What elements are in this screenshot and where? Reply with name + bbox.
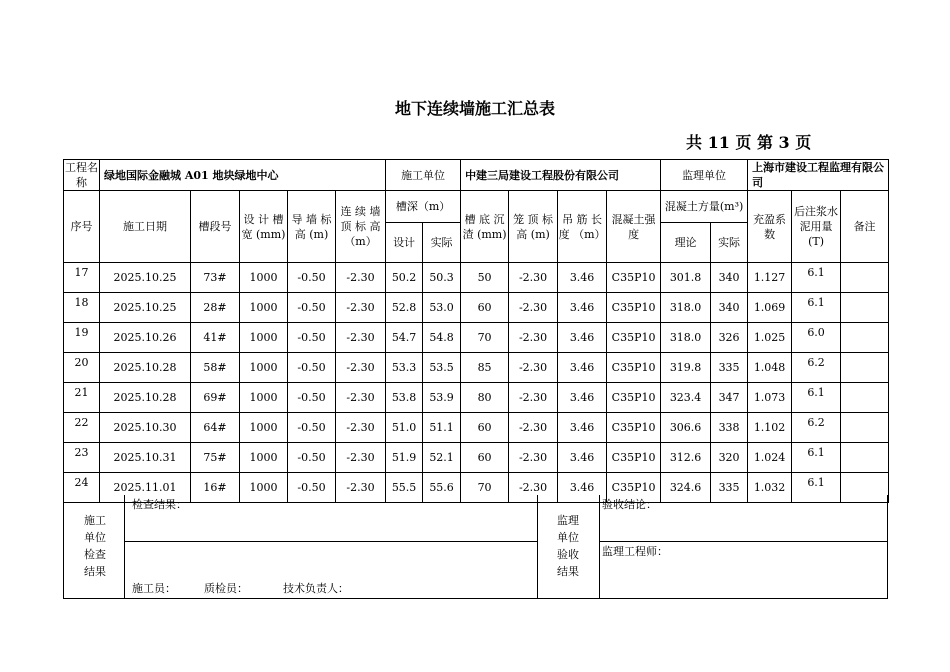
col-depth-actual: 实际 <box>423 223 461 263</box>
width-cell: 1000 <box>240 383 288 413</box>
strength-cell: C35P10 <box>607 383 661 413</box>
strength-cell: C35P10 <box>607 473 661 503</box>
seq-cell: 23 <box>64 443 100 473</box>
grout-cell: 6.1 <box>792 293 841 323</box>
cage-top-cell: -2.30 <box>509 443 558 473</box>
depth-actual-cell: 51.1 <box>423 413 461 443</box>
grout-cell: 6.2 <box>792 413 841 443</box>
project-value: 绿地国际金融城 A01 地块绿地中心 <box>100 160 386 191</box>
grout-cell: 6.1 <box>792 473 841 503</box>
strength-cell: C35P10 <box>607 413 661 443</box>
wall-top-cell: -2.30 <box>336 323 386 353</box>
segment-cell: 58# <box>191 353 240 383</box>
grout-cell: 6.1 <box>792 443 841 473</box>
width-cell: 1000 <box>240 263 288 293</box>
cage-top-cell: -2.30 <box>509 473 558 503</box>
construction-summary-table <box>63 159 889 503</box>
sediment-cell: 70 <box>461 473 509 503</box>
strength-cell: C35P10 <box>607 353 661 383</box>
cage-top-cell: -2.30 <box>509 323 558 353</box>
seq-cell: 18 <box>64 293 100 323</box>
col-vol-theory: 理论 <box>661 223 711 263</box>
vol-actual-cell: 347 <box>711 383 748 413</box>
depth-actual-cell: 53.0 <box>423 293 461 323</box>
col-depth-design: 设计 <box>386 223 423 263</box>
col-segment: 槽段号 <box>191 191 240 263</box>
bar-length-cell: 3.46 <box>558 443 607 473</box>
sediment-cell: 60 <box>461 413 509 443</box>
sediment-cell: 60 <box>461 293 509 323</box>
table-row <box>64 353 889 383</box>
col-bar-length: 吊 筋 长 度 （m） <box>558 191 607 263</box>
col-depth: 槽深（m） <box>386 191 461 223</box>
fill-coef-cell: 1.048 <box>748 353 792 383</box>
remark-cell <box>841 353 889 383</box>
width-cell: 1000 <box>240 443 288 473</box>
vol-theory-cell: 323.4 <box>661 383 711 413</box>
fill-coef-cell: 1.073 <box>748 383 792 413</box>
grout-cell: 6.1 <box>792 263 841 293</box>
engineer-label: 监理工程师： <box>602 545 668 558</box>
col-guide-wall: 导 墙 标 高 (m) <box>288 191 336 263</box>
wall-top-cell: -2.30 <box>336 473 386 503</box>
depth-actual-cell: 50.3 <box>423 263 461 293</box>
sediment-cell: 85 <box>461 353 509 383</box>
guide-wall-cell: -0.50 <box>288 443 336 473</box>
seq-cell: 24 <box>64 473 100 503</box>
contractor-value: 中建三局建设工程股份有限公司 <box>461 160 661 191</box>
cage-top-cell: -2.30 <box>509 413 558 443</box>
bar-length-cell: 3.46 <box>558 263 607 293</box>
remark-cell <box>841 383 889 413</box>
col-seq: 序号 <box>64 191 100 263</box>
vol-actual-cell: 340 <box>711 263 748 293</box>
col-remark: 备注 <box>841 191 889 263</box>
date-cell: 2025.10.28 <box>100 353 191 383</box>
date-cell: 2025.10.30 <box>100 413 191 443</box>
remark-cell <box>841 323 889 353</box>
cage-top-cell: -2.30 <box>509 353 558 383</box>
wall-top-cell: -2.30 <box>336 353 386 383</box>
page-info: 共 11 页 第 3 页 <box>686 133 812 152</box>
vol-actual-cell: 335 <box>711 353 748 383</box>
table-row <box>64 443 889 473</box>
document-title: 地下连续墙施工汇总表 <box>394 99 555 118</box>
vol-theory-cell: 319.8 <box>661 353 711 383</box>
depth-actual-cell: 53.9 <box>423 383 461 413</box>
data-rows <box>64 263 889 503</box>
col-sediment: 槽 底 沉 渣 (mm) <box>461 191 509 263</box>
vol-actual-cell: 340 <box>711 293 748 323</box>
grout-cell: 6.1 <box>792 383 841 413</box>
remark-cell <box>841 263 889 293</box>
sediment-cell: 70 <box>461 323 509 353</box>
vol-theory-cell: 312.6 <box>661 443 711 473</box>
strength-cell: C35P10 <box>607 323 661 353</box>
bar-length-cell: 3.46 <box>558 293 607 323</box>
bar-length-cell: 3.46 <box>558 383 607 413</box>
cage-top-cell: -2.30 <box>509 263 558 293</box>
bar-length-cell: 3.46 <box>558 323 607 353</box>
col-grout: 后注浆水泥用量(T) <box>792 191 841 263</box>
vol-theory-cell: 318.0 <box>661 323 711 353</box>
guide-wall-cell: -0.50 <box>288 293 336 323</box>
remark-cell <box>841 443 889 473</box>
project-info-row <box>64 160 889 191</box>
depth-actual-cell: 55.6 <box>423 473 461 503</box>
seq-cell: 22 <box>64 413 100 443</box>
contractor-label: 施工单位 <box>386 160 461 191</box>
sediment-cell: 80 <box>461 383 509 413</box>
table-row <box>64 383 889 413</box>
width-cell: 1000 <box>240 413 288 443</box>
guide-wall-cell: -0.50 <box>288 473 336 503</box>
column-header-row <box>64 191 889 223</box>
depth-design-cell: 51.0 <box>386 413 423 443</box>
bar-length-cell: 3.46 <box>558 353 607 383</box>
bar-length-cell: 3.46 <box>558 473 607 503</box>
col-cage-top: 笼 顶 标 高 (m) <box>509 191 558 263</box>
depth-design-cell: 53.3 <box>386 353 423 383</box>
col-wall-top: 连 续 墙 顶 标 高 （m） <box>336 191 386 263</box>
vol-actual-cell: 335 <box>711 473 748 503</box>
seq-cell: 17 <box>64 263 100 293</box>
col-vol-actual: 实际 <box>711 223 748 263</box>
depth-design-cell: 53.8 <box>386 383 423 413</box>
table-row <box>64 323 889 353</box>
strength-cell: C35P10 <box>607 263 661 293</box>
date-cell: 2025.10.25 <box>100 293 191 323</box>
inspection-footer <box>63 495 888 599</box>
guide-wall-cell: -0.50 <box>288 413 336 443</box>
depth-actual-cell: 54.8 <box>423 323 461 353</box>
width-cell: 1000 <box>240 293 288 323</box>
cage-top-cell: -2.30 <box>509 383 558 413</box>
strength-cell: C35P10 <box>607 293 661 323</box>
wall-top-cell: -2.30 <box>336 263 386 293</box>
seq-cell: 21 <box>64 383 100 413</box>
depth-design-cell: 52.8 <box>386 293 423 323</box>
vol-actual-cell: 326 <box>711 323 748 353</box>
segment-cell: 41# <box>191 323 240 353</box>
vol-actual-cell: 338 <box>711 413 748 443</box>
date-cell: 2025.10.25 <box>100 263 191 293</box>
cage-top-cell: -2.30 <box>509 293 558 323</box>
segment-cell: 69# <box>191 383 240 413</box>
vol-theory-cell: 324.6 <box>661 473 711 503</box>
segment-cell: 28# <box>191 293 240 323</box>
table-row <box>64 263 889 293</box>
depth-actual-cell: 53.5 <box>423 353 461 383</box>
depth-design-cell: 55.5 <box>386 473 423 503</box>
table-row <box>64 413 889 443</box>
remark-cell <box>841 413 889 443</box>
vol-actual-cell: 320 <box>711 443 748 473</box>
vol-theory-cell: 306.6 <box>661 413 711 443</box>
grout-cell: 6.2 <box>792 353 841 383</box>
fill-coef-cell: 1.102 <box>748 413 792 443</box>
vol-theory-cell: 318.0 <box>661 293 711 323</box>
sediment-cell: 50 <box>461 263 509 293</box>
wall-top-cell: -2.30 <box>336 413 386 443</box>
remark-cell <box>841 293 889 323</box>
seq-cell: 20 <box>64 353 100 383</box>
fill-coef-cell: 1.032 <box>748 473 792 503</box>
guide-wall-cell: -0.50 <box>288 353 336 383</box>
grout-cell: 6.0 <box>792 323 841 353</box>
fill-coef-cell: 1.069 <box>748 293 792 323</box>
guide-wall-cell: -0.50 <box>288 323 336 353</box>
col-fill-coef: 充盈系数 <box>748 191 792 263</box>
col-concrete-strength: 混凝土强度 <box>607 191 661 263</box>
date-cell: 2025.10.28 <box>100 383 191 413</box>
col-date: 施工日期 <box>100 191 191 263</box>
guide-wall-cell: -0.50 <box>288 263 336 293</box>
bar-length-cell: 3.46 <box>558 413 607 443</box>
supervisor-value: 上海市建设工程监理有限公司 <box>748 160 889 191</box>
width-cell: 1000 <box>240 323 288 353</box>
signature-line: 施工员： 质检员： 技术负责人： <box>132 582 349 595</box>
segment-cell: 64# <box>191 413 240 443</box>
vol-theory-cell: 301.8 <box>661 263 711 293</box>
segment-cell: 75# <box>191 443 240 473</box>
fill-coef-cell: 1.025 <box>748 323 792 353</box>
wall-top-cell: -2.30 <box>336 443 386 473</box>
supervisor-accept-label: 监理 单位 验收 结果 <box>557 514 579 578</box>
wall-top-cell: -2.30 <box>336 293 386 323</box>
date-cell: 2025.10.31 <box>100 443 191 473</box>
col-concrete-volume: 混凝土方量(m³) <box>661 191 748 223</box>
col-design-width: 设 计 槽 宽 (mm) <box>240 191 288 263</box>
width-cell: 1000 <box>240 353 288 383</box>
wall-top-cell: -2.30 <box>336 383 386 413</box>
sediment-cell: 60 <box>461 443 509 473</box>
check-result-label: 检查结果： <box>132 498 187 511</box>
guide-wall-cell: -0.50 <box>288 383 336 413</box>
depth-actual-cell: 52.1 <box>423 443 461 473</box>
table-row <box>64 293 889 323</box>
supervisor-label: 监理单位 <box>661 160 748 191</box>
seq-cell: 19 <box>64 323 100 353</box>
segment-cell: 73# <box>191 263 240 293</box>
depth-design-cell: 54.7 <box>386 323 423 353</box>
date-cell: 2025.10.26 <box>100 323 191 353</box>
acceptance-label: 验收结论： <box>602 498 657 511</box>
project-label: 工程名称 <box>65 161 98 189</box>
strength-cell: C35P10 <box>607 443 661 473</box>
segment-cell: 16# <box>191 473 240 503</box>
fill-coef-cell: 1.127 <box>748 263 792 293</box>
contractor-check-label: 施工 单位 检查 结果 <box>84 514 106 578</box>
fill-coef-cell: 1.024 <box>748 443 792 473</box>
date-cell: 2025.11.01 <box>100 473 191 503</box>
depth-design-cell: 51.9 <box>386 443 423 473</box>
depth-design-cell: 50.2 <box>386 263 423 293</box>
width-cell: 1000 <box>240 473 288 503</box>
